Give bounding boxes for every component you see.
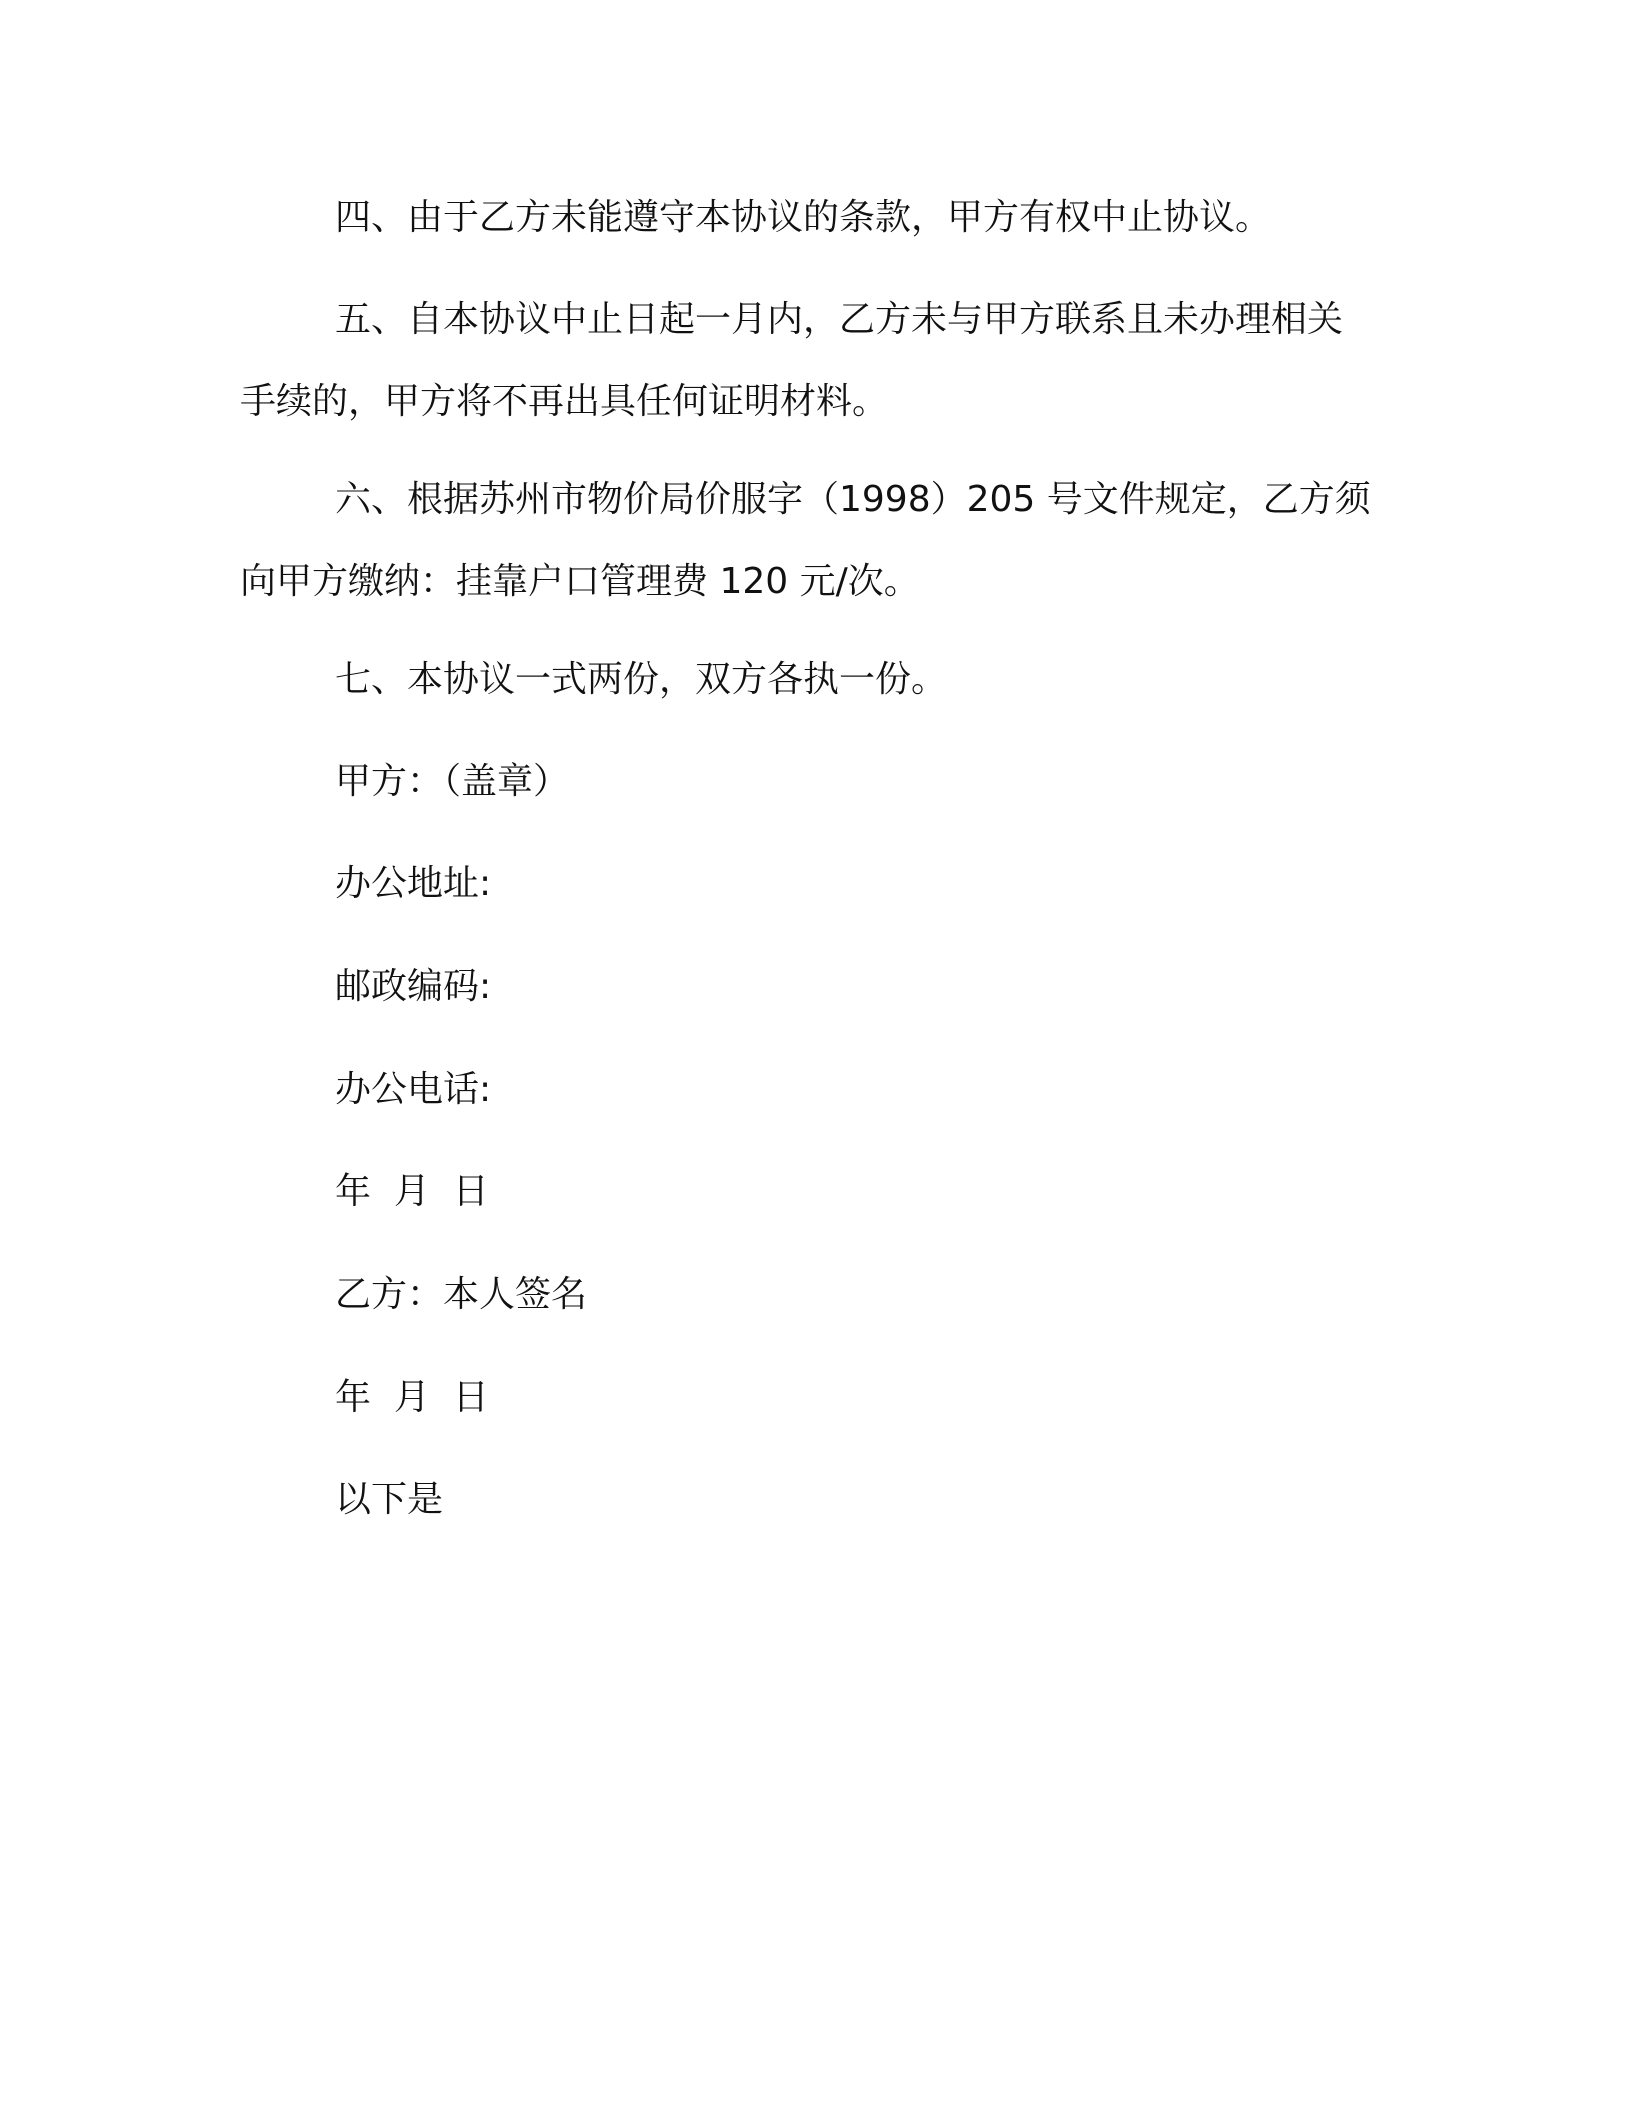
clause-5 [240,298,1380,462]
clause-6-line-2: 向甲方缴纳：挂靠户口管理费 120 元/次。 [240,561,920,602]
clause-6 [240,478,1380,642]
party-a-label: 甲方：（盖章） [335,761,570,802]
date-party-a: 年 月 日 [335,1171,489,1212]
clause-6-line-1: 六、根据苏州市物价局价服字（1998）205 号文件规定，乙方须 [335,479,1371,520]
clause-5-line-2: 手续的，甲方将不再出具任何证明材料。 [240,381,889,422]
clause-7: 七、本协议一式两份，双方各执一份。 [335,659,948,700]
trailing-text: 以下是 [335,1479,444,1520]
postal-code-label: 邮政编码: [335,966,492,1007]
clause-4: 四、由于乙方未能遵守本协议的条款，甲方有权中止协议。 [335,197,1272,238]
office-phone-label: 办公电话: [335,1069,492,1110]
date-party-b: 年 月 日 [335,1377,489,1418]
office-address-label: 办公地址: [335,863,492,904]
party-b-label: 乙方：本人签名 [335,1274,588,1315]
clause-5-line-1: 五、自本协议中止日起一月内，乙方未与甲方联系且未办理相关 [335,299,1344,340]
